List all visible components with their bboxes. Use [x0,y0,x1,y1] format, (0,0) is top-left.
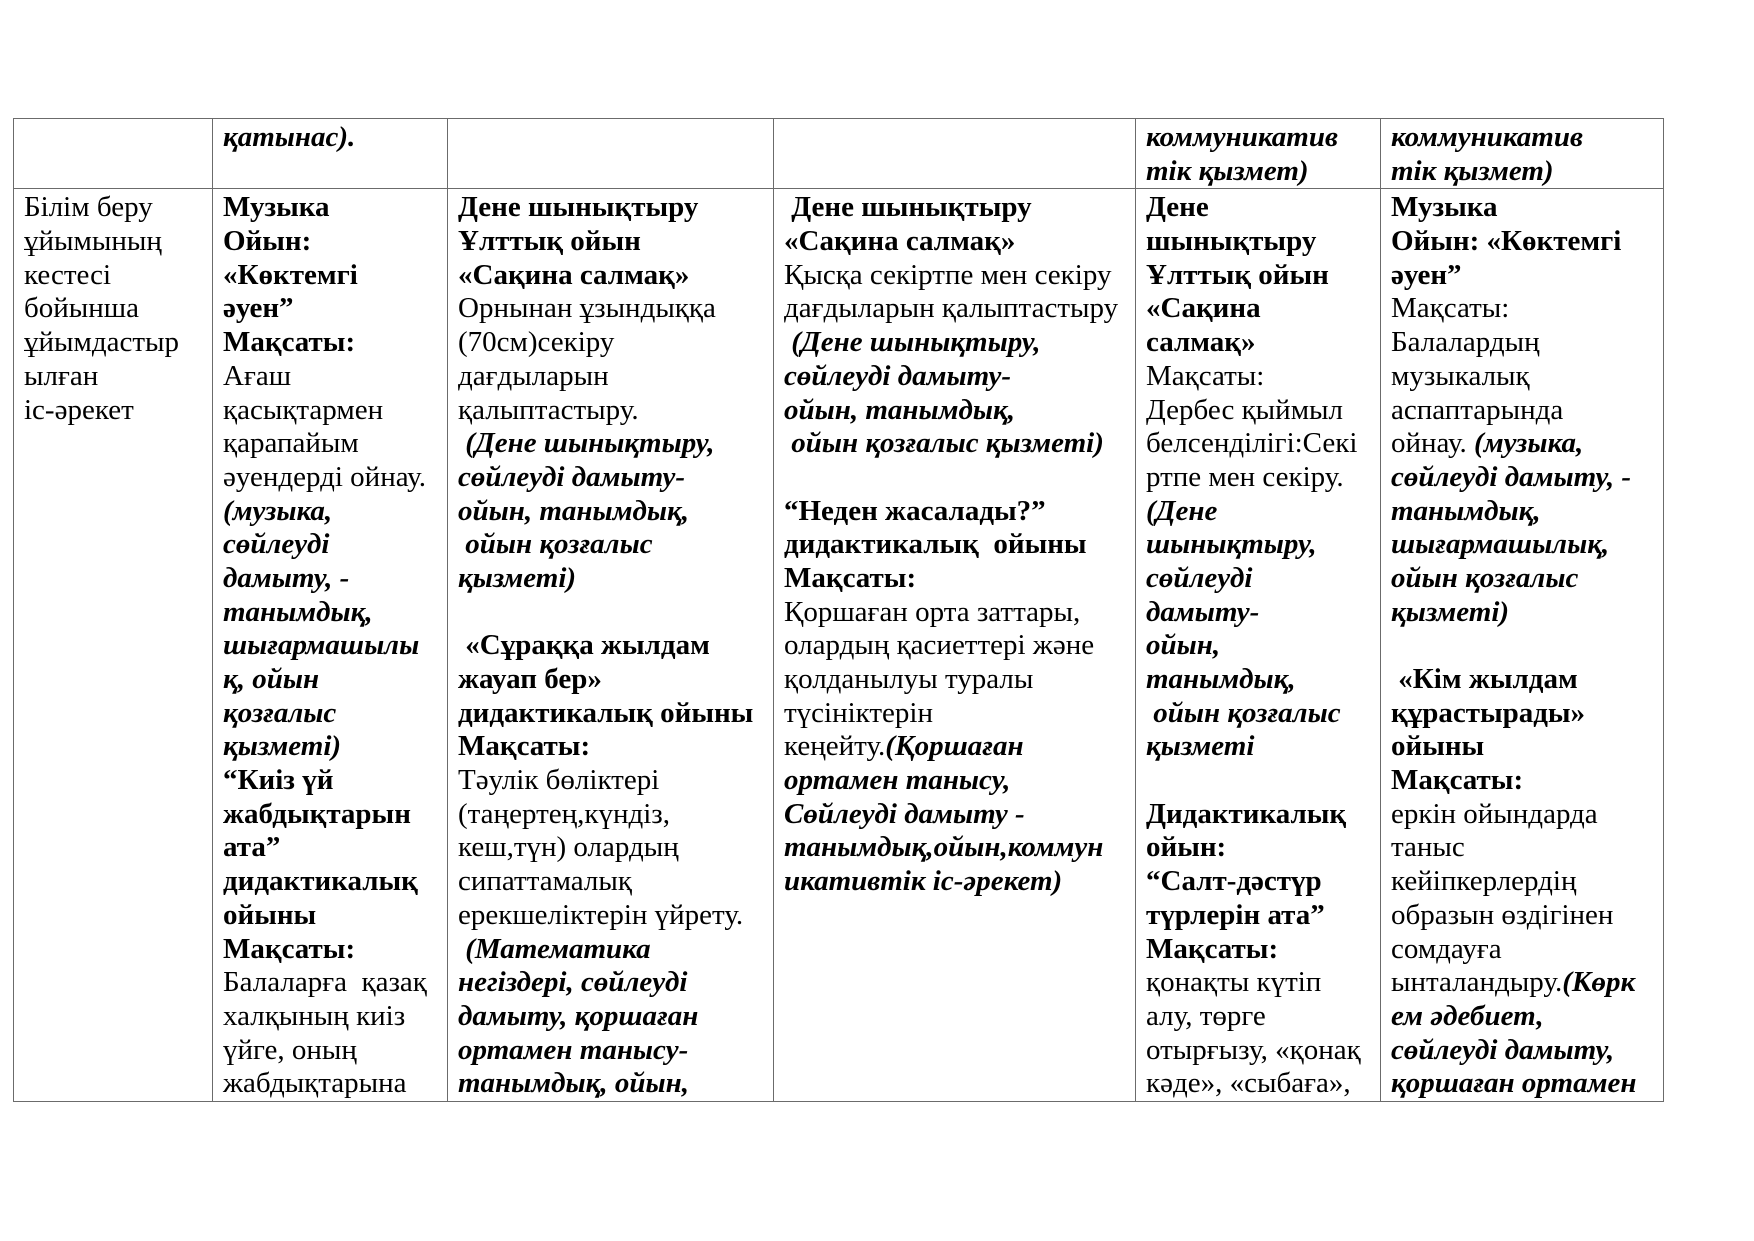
text-segment: ойыны [1391,730,1485,763]
cell-line [223,1067,445,1101]
text-segment: түсініктерін [784,696,934,729]
cell-line [1146,596,1378,630]
cell-line [223,933,445,967]
cell-line [1146,1034,1378,1068]
cell-row2-col4 [774,189,1136,1102]
text-segment: сипаттамалық [458,865,632,898]
text-segment: шығармашылы [223,629,420,662]
cell-line [1391,933,1661,967]
text-segment: (Көрк [1562,966,1636,999]
cell-line [458,831,771,865]
text-segment: сомдауға [1391,932,1502,965]
text-segment: Музыка [1391,191,1498,224]
text-segment: (Дене шынықтыру, [458,427,715,460]
cell-line [1146,865,1378,899]
text-segment: қонақты күтіп [1146,966,1322,999]
text-segment: «Көктемгі [223,258,358,291]
cell-line [24,394,210,428]
text-segment: алу, төрге [1146,999,1266,1032]
cell-line [223,461,445,495]
text-segment: сөйлеуді [223,528,330,561]
text-segment: бойынша [24,292,139,325]
cell-line [24,259,210,293]
cell-line [1146,259,1378,293]
text-segment: Білім беру [24,191,153,224]
cell-line [223,697,445,731]
cell-line [223,865,445,899]
text-segment: Мақсаты: [1146,932,1279,965]
text-segment: олардың қасиеттері және [784,629,1095,662]
cell-line [784,427,1133,461]
cell-line [223,495,445,529]
cell-line [1146,427,1378,461]
text-segment: дамыту, - [223,561,350,594]
text-segment: “Киіз үй [223,764,334,797]
text-segment: қызметі) [458,561,577,594]
cell-line [458,933,771,967]
text-segment: кеңейту. [784,730,886,763]
cell-line [1391,225,1661,259]
cell-line [1391,121,1661,155]
cell-line [1146,191,1378,225]
cell-line [458,697,771,731]
text-segment: дағдыларын [458,359,609,392]
text-segment: әуен” [223,292,294,325]
text-segment: Дене шынықтыру [458,191,699,224]
text-segment: Қоршаған орта заттары, [784,595,1081,628]
cell-line [1146,155,1378,189]
text-segment: шынықтыру [1146,225,1317,258]
cell-line [1146,697,1378,731]
cell-line [1391,495,1661,529]
text-segment: ойын: [1146,831,1227,864]
cell-line [458,562,771,596]
cell-line [223,326,445,360]
text-segment: “Неден жасалады?” [784,494,1046,527]
cell-line [458,461,771,495]
cell-line [458,528,771,562]
cell-line [1146,1067,1378,1101]
text-segment: ерекшеліктерін үйрету. [458,898,744,931]
cell-line [24,292,210,326]
cell-line [1391,427,1661,461]
cell-line [223,427,445,461]
text-segment: үйге, оның [223,1033,357,1066]
cell-line [458,629,771,663]
text-segment: Тәулік бөліктері [458,764,660,797]
text-segment: «Сұраққа жылдам [458,629,710,662]
text-segment: сөйлеуді дамыту, - [1391,460,1632,493]
cell-line [223,1000,445,1034]
cell-line [1391,360,1661,394]
text-segment: танымдық, [223,595,373,628]
text-segment: Дидактикалық [1146,797,1347,830]
cell-line [784,663,1133,697]
text-segment: танымдық, ойын, [458,1067,689,1100]
table-row [14,119,1664,189]
text-segment: тік қызмет) [1391,154,1554,187]
cell-line [1146,360,1378,394]
cell-line [1391,1034,1661,1068]
cell-row1-col6 [1381,119,1664,189]
cell-line [1391,461,1661,495]
text-segment: сөйлеуді дамыту- [784,359,1011,392]
cell-line [1146,562,1378,596]
cell-line [458,1067,771,1101]
cell-line [784,292,1133,326]
text-segment: негіздері, сөйлеуді [458,966,688,999]
cell-line [223,899,445,933]
cell-line [223,798,445,832]
text-segment: танымдық,ойын,коммун [784,831,1104,864]
text-segment: жабдықтарын [223,797,411,830]
cell-line [1146,461,1378,495]
text-segment: (Дене [1146,494,1218,527]
cell-line [1391,259,1661,293]
text-segment: ынталандыру. [1391,966,1563,999]
cell-line [784,865,1133,899]
cell-line [1146,1000,1378,1034]
cell-line [1391,528,1661,562]
cell-line [458,191,771,225]
cell-line [223,360,445,394]
text-segment: дидактикалық ойыны [458,696,754,729]
cell-line [223,292,445,326]
cell-line [1391,562,1661,596]
text-segment: шынықтыру, [1146,528,1317,561]
cell-line [1391,865,1661,899]
cell-line [458,495,771,529]
text-segment: Дене шынықтыру [784,191,1032,224]
text-segment: (Қоршаған [885,730,1024,763]
cell-line [458,730,771,764]
cell-line [784,528,1133,562]
text-segment: белсенділігі:Секі [1146,427,1358,460]
cell-row1-col5 [1136,119,1381,189]
cell-line [784,764,1133,798]
text-segment: дидактикалық ойыны [784,528,1087,561]
text-segment: іс-әрекет [24,393,134,426]
text-segment: қызметі) [1391,595,1510,628]
cell-line [458,1000,771,1034]
text-segment: Орнынан ұзындыққа [458,292,716,325]
cell-row2-col1 [14,189,213,1102]
cell-line [784,629,1133,663]
text-segment: ұйымының [24,225,162,258]
cell-line [784,798,1133,832]
text-segment: танымдық, [1391,494,1541,527]
cell-line [1391,155,1661,189]
cell-line [1391,831,1661,865]
text-segment: ойын, [1146,629,1221,662]
cell-line [1391,798,1661,832]
cell-line [223,730,445,764]
cell-line [223,966,445,1000]
text-segment: музыкалық [1391,359,1530,392]
text-segment: «Сақина салмақ» [458,258,690,291]
text-segment: ойын қозғалыс қызметі) [784,427,1104,460]
text-segment: аспаптарында [1391,393,1564,426]
cell-line [784,259,1133,293]
cell-line [1391,191,1661,225]
cell-line [458,360,771,394]
text-segment: кеш,түн) олардың [458,831,679,864]
text-segment: Музыка [223,191,330,224]
text-segment: дидактикалық [223,865,418,898]
text-segment: Мақсаты: [1391,764,1524,797]
text-segment: ойын, танымдық, [784,393,1015,426]
text-segment: отырғызу, «қонақ [1146,1033,1361,1066]
text-segment: ойнау. [1391,427,1475,460]
cell-line [458,1034,771,1068]
text-segment: ата” [223,831,281,864]
text-segment: қасықтармен [223,393,384,426]
table-row [14,189,1664,1102]
cell-line [1146,528,1378,562]
cell-line [24,225,210,259]
text-segment: Мақсаты: [784,561,917,594]
cell-line [223,663,445,697]
cell-line [1391,629,1661,663]
text-segment: халқының киіз [223,999,406,1032]
text-segment: ем әдебиет, [1391,999,1544,1032]
text-segment: түрлерін ата” [1146,898,1325,931]
cell-line [1146,121,1378,155]
cell-line [458,865,771,899]
text-segment: қ, ойын [223,663,320,695]
cell-line [24,191,210,225]
text-segment: ортамен танысу, [784,764,1011,797]
cell-line [784,562,1133,596]
cell-line [1146,966,1378,1000]
text-segment: қалыптастыру. [458,393,639,426]
cell-line [223,562,445,596]
cell-line [1391,764,1661,798]
cell-line [458,596,771,630]
text-segment: (Математика [458,932,651,965]
text-segment: Ұлттық ойын [1146,258,1329,291]
text-segment: құрастырады» [1391,696,1586,729]
cell-line [458,225,771,259]
text-segment: кәде», «сыбаға», [1146,1067,1351,1100]
cell-line [784,697,1133,731]
cell-line [223,764,445,798]
text-segment: таныс [1391,831,1465,864]
text-segment: сөйлеуді дамыту- [458,460,685,493]
text-segment: қызметі [1146,730,1255,763]
cell-line [458,259,771,293]
cell-line [1146,225,1378,259]
text-segment: қызметі) [223,730,342,763]
text-segment: қолданылуы туралы [784,663,1034,695]
text-segment: жауап бер» [458,663,602,695]
text-segment: Ойын: [223,225,312,258]
cell-line [223,225,445,259]
text-segment: Балаларға қазақ [223,966,427,999]
cell-line [1146,933,1378,967]
cell-line [223,629,445,663]
text-segment: әуен” [1391,258,1462,291]
text-segment: Қысқа секіртпе мен секіру [784,258,1112,291]
text-segment: жабдықтарына [223,1067,407,1100]
cell-line [784,225,1133,259]
text-segment: Дене [1146,191,1209,224]
cell-line [24,326,210,360]
text-segment: коммуникатив [1146,121,1338,153]
text-segment: Ұлттық ойын [458,225,641,258]
cell-line [223,121,445,155]
text-segment: танымдық, [1146,663,1296,695]
text-segment: (70см)секіру [458,326,615,359]
cell-line [784,831,1133,865]
cell-line [1391,730,1661,764]
cell-line [1391,1000,1661,1034]
text-segment: «Сақина салмақ» [784,225,1016,258]
text-segment: қоршаған ортамен [1391,1067,1637,1100]
text-segment: ойын қозғалыс [458,528,653,561]
cell-line [223,1034,445,1068]
text-segment: қатынас). [223,121,356,153]
cell-line [458,292,771,326]
text-segment: дамыту- [1146,595,1260,628]
text-segment: тік қызмет) [1146,154,1309,187]
cell-line [784,730,1133,764]
cell-line [223,191,445,225]
cell-line [223,394,445,428]
cell-row1-col2 [213,119,448,189]
cell-line [1146,764,1378,798]
cell-line [1391,596,1661,630]
cell-line [784,394,1133,428]
text-segment: дағдыларын қалыптастыру [784,292,1119,325]
text-segment: Мақсаты: [1146,359,1265,392]
text-segment: ұйымдастыр [24,326,180,359]
cell-row1-col1 [14,119,213,189]
schedule-table-body [14,119,1664,1102]
cell-line [1146,292,1378,326]
text-segment: Ойын: «Көктемгі [1391,225,1622,258]
cell-line [1391,292,1661,326]
cell-line [223,259,445,293]
cell-row2-col3 [448,189,774,1102]
cell-line [1146,831,1378,865]
text-segment: коммуникатив [1391,121,1583,153]
text-segment: ойын қозғалыс [1146,696,1341,729]
text-segment: әуендерді ойнау. [223,460,426,493]
text-segment: Балалардың [1391,326,1540,359]
cell-row2-col6 [1381,189,1664,1102]
cell-row2-col2 [213,189,448,1102]
text-segment: (Дене шынықтыру, [784,326,1041,359]
text-segment: (таңертең,күндіз, [458,797,671,830]
cell-line [223,831,445,865]
cell-line [1146,394,1378,428]
text-segment: салмақ» [1146,326,1256,359]
text-segment: ойын, танымдық, [458,494,689,527]
text-segment: (музыка, [1474,427,1584,460]
cell-line [1391,697,1661,731]
text-segment: ртпе мен секіру. [1146,460,1344,493]
schedule-table [13,118,1664,1102]
cell-line [458,899,771,933]
text-segment: ойыны [223,898,317,931]
text-segment: ойын қозғалыс [1391,561,1579,594]
cell-line [458,394,771,428]
cell-line [784,191,1133,225]
cell-line [458,326,771,360]
text-segment: дамыту, қоршаған [458,999,699,1032]
cell-line [1146,326,1378,360]
text-segment: образын өздігінен [1391,898,1614,931]
cell-line [1146,663,1378,697]
text-segment: Сөйлеуді дамыту - [784,797,1025,830]
cell-line [24,360,210,394]
text-segment: Мақсаты: [223,932,356,965]
text-segment: Дербес қыймыл [1146,393,1343,426]
cell-line [1146,495,1378,529]
cell-line [784,495,1133,529]
cell-line [458,663,771,697]
text-segment: Мақсаты: [1391,292,1510,325]
cell-row1-col4 [774,119,1136,189]
text-segment: ылған [24,359,99,392]
cell-line [784,461,1133,495]
cell-line [458,966,771,1000]
cell-line [1391,663,1661,697]
text-segment: “Салт-дәстүр [1146,865,1322,898]
text-segment: Мақсаты: [223,326,356,359]
text-segment: сөйлеуді дамыту, [1391,1033,1615,1066]
text-segment: сөйлеуді [1146,561,1253,594]
cell-line [1146,629,1378,663]
cell-line [1391,326,1661,360]
text-segment: кейіпкерлердің [1391,865,1577,898]
cell-line [223,528,445,562]
text-segment: шығармашылық, [1391,528,1610,561]
text-segment: Мақсаты: [458,730,591,763]
text-segment: еркін ойындарда [1391,797,1598,830]
text-segment: (музыка, [223,494,333,527]
cell-line [784,596,1133,630]
text-segment: «Сақина [1146,292,1261,325]
cell-line [1391,394,1661,428]
text-segment: «Кім жылдам [1391,663,1578,695]
text-segment: икативтік іс-әрекет) [784,865,1063,898]
cell-line [223,596,445,630]
cell-row2-col5 [1136,189,1381,1102]
cell-line [1146,798,1378,832]
cell-line [458,798,771,832]
text-segment: кестесі [24,258,112,291]
cell-line [784,360,1133,394]
cell-line [1391,899,1661,933]
cell-line [1146,899,1378,933]
cell-line [1146,730,1378,764]
cell-line [1391,966,1661,1000]
cell-line [458,427,771,461]
cell-row1-col3 [448,119,774,189]
cell-line [1391,1067,1661,1101]
text-segment: ортамен танысу- [458,1033,689,1066]
cell-line [784,326,1133,360]
cell-line [458,764,771,798]
text-segment: Ағаш [223,359,292,392]
text-segment: қарапайым [223,427,359,460]
text-segment: қозғалыс [223,696,337,729]
